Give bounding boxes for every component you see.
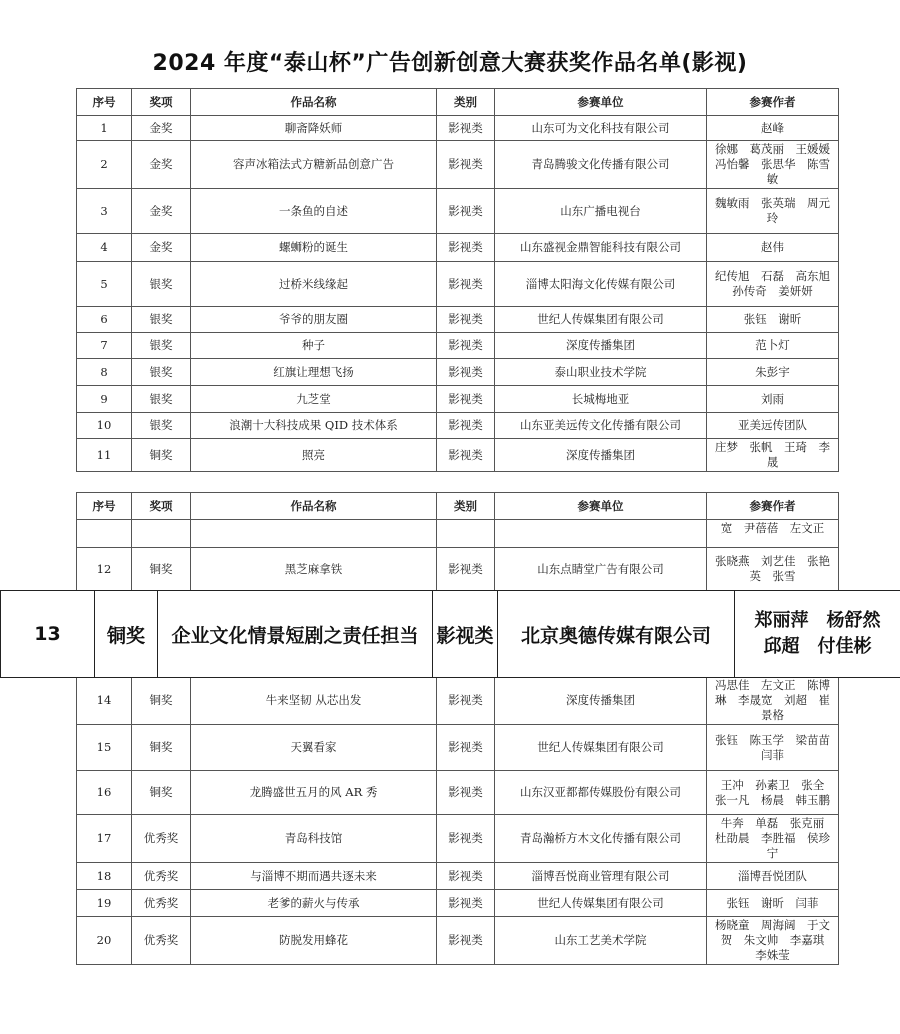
cell-unit: 青岛瀚桥方木文化传播有限公司 bbox=[495, 815, 707, 863]
table-row-continuation bbox=[77, 520, 839, 548]
cell-category: 影视类 bbox=[437, 863, 495, 890]
header-category: 类别 bbox=[437, 493, 495, 520]
cell-work: 牛来坚韧 从芯出发 bbox=[191, 677, 437, 725]
table-row bbox=[77, 863, 839, 890]
cell-award: 优秀奖 bbox=[132, 890, 191, 917]
cell-no: 9 bbox=[77, 386, 132, 413]
cell-unit: 深度传播集团 bbox=[495, 333, 707, 359]
cell-work: 老爹的薪火与传承 bbox=[191, 890, 437, 917]
cell-no: 19 bbox=[77, 890, 132, 917]
table-row bbox=[77, 386, 839, 413]
cell-category: 影视类 bbox=[437, 189, 495, 234]
cell-authors: 张钰 谢昕 闫菲 bbox=[707, 890, 839, 917]
cell-category: 影视类 bbox=[437, 677, 495, 725]
cell-award: 优秀奖 bbox=[132, 815, 191, 863]
header-no: 序号 bbox=[77, 89, 132, 116]
header-work: 作品名称 bbox=[191, 493, 437, 520]
cell-authors: 赵峰 bbox=[707, 116, 839, 141]
cell-work: 与淄博不期而遇共逐未来 bbox=[191, 863, 437, 890]
cell-award: 银奖 bbox=[132, 359, 191, 386]
cell-unit: 深度传播集团 bbox=[495, 439, 707, 472]
cell-award: 银奖 bbox=[132, 333, 191, 359]
cell-category: 影视类 bbox=[437, 359, 495, 386]
cell-award: 金奖 bbox=[132, 234, 191, 262]
cell-category: 影视类 bbox=[437, 141, 495, 189]
cell-work: 一条鱼的自述 bbox=[191, 189, 437, 234]
table-header-row bbox=[77, 493, 839, 520]
cell-authors: 杨晓童 周海阔 于文贺 朱文帅 李嘉琪 李姝莹 bbox=[707, 917, 839, 965]
cell-category: 影视类 bbox=[437, 307, 495, 333]
header-no: 序号 bbox=[77, 493, 132, 520]
cell-authors: 魏敏雨 张英瑞 周元玲 bbox=[707, 189, 839, 234]
cell-award: 铜奖 bbox=[132, 677, 191, 725]
cell-work: 青岛科技馆 bbox=[191, 815, 437, 863]
cell-unit: 山东亚美远传文化传播有限公司 bbox=[495, 413, 707, 439]
cell-award: 金奖 bbox=[132, 141, 191, 189]
table-row bbox=[77, 725, 839, 771]
cell-unit: 山东工艺美术学院 bbox=[495, 917, 707, 965]
cell-unit: 世纪人传媒集团有限公司 bbox=[495, 725, 707, 771]
cell-authors: 淄博吾悦团队 bbox=[707, 863, 839, 890]
cell-authors: 刘雨 bbox=[707, 386, 839, 413]
cell-unit: 泰山职业技术学院 bbox=[495, 359, 707, 386]
cell-award: 优秀奖 bbox=[132, 917, 191, 965]
cell-award: 铜奖 bbox=[132, 725, 191, 771]
cell-work: 黑芝麻拿铁 bbox=[191, 548, 437, 591]
cell-work: 种子 bbox=[191, 333, 437, 359]
cell-work: 照亮 bbox=[191, 439, 437, 472]
cell-no: 4 bbox=[77, 234, 132, 262]
cell-no: 12 bbox=[77, 548, 132, 591]
table-row bbox=[77, 307, 839, 333]
cell-no: 11 bbox=[77, 439, 132, 472]
cell-category: 影视类 bbox=[437, 548, 495, 591]
cell-unit: 山东可为文化科技有限公司 bbox=[495, 116, 707, 141]
table-row bbox=[77, 439, 839, 472]
cell-work: 爷爷的朋友圈 bbox=[191, 307, 437, 333]
cell-no: 17 bbox=[77, 815, 132, 863]
cell-unit: 长城梅地亚 bbox=[495, 386, 707, 413]
cell-category: 影视类 bbox=[437, 333, 495, 359]
cell-unit: 深度传播集团 bbox=[495, 677, 707, 725]
table-row bbox=[77, 359, 839, 386]
cell-authors: 王冲 孙素卫 张全 张一凡 杨晨 韩玉鹏 bbox=[707, 771, 839, 815]
table-row bbox=[77, 548, 839, 591]
header-unit: 参赛单位 bbox=[495, 89, 707, 116]
table-row bbox=[77, 917, 839, 965]
document-title: 2024 年度“泰山杯”广告创新创意大赛获奖作品名单(影视) bbox=[152, 51, 748, 76]
cell-work: 螺蛳粉的诞生 bbox=[191, 234, 437, 262]
cell-work: 龙腾盛世五月的风 AR 秀 bbox=[191, 771, 437, 815]
cell-category: 影视类 bbox=[437, 234, 495, 262]
header-category: 类别 bbox=[437, 89, 495, 116]
table-row bbox=[77, 890, 839, 917]
cell-work: 天翼看家 bbox=[191, 725, 437, 771]
cell-award: 优秀奖 bbox=[132, 863, 191, 890]
cell-work: 容声冰箱法式方糖新品创意广告 bbox=[191, 141, 437, 189]
table-row bbox=[77, 771, 839, 815]
cell-authors: 张钰 陈玉学 梁苗苗 闫菲 bbox=[707, 725, 839, 771]
table-header-row bbox=[77, 89, 839, 116]
cell-no: 5 bbox=[77, 262, 132, 307]
cell-authors: 庄梦 张帆 王琦 李晟 bbox=[707, 439, 839, 472]
header-authors: 参赛作者 bbox=[707, 493, 839, 520]
table-row bbox=[77, 413, 839, 439]
cell-no: 16 bbox=[77, 771, 132, 815]
zoom-cell-award: 铜奖 bbox=[95, 591, 158, 677]
table-row bbox=[77, 141, 839, 189]
table-row bbox=[77, 116, 839, 141]
cell-authors: 宽 尹蓓蓓 左文正 bbox=[707, 520, 839, 548]
cell-award: 银奖 bbox=[132, 307, 191, 333]
cell-no: 2 bbox=[77, 141, 132, 189]
cell-award: 金奖 bbox=[132, 116, 191, 141]
cell-award: 金奖 bbox=[132, 189, 191, 234]
cell-no: 20 bbox=[77, 917, 132, 965]
cell-no: 15 bbox=[77, 725, 132, 771]
cell-unit: 山东广播电视台 bbox=[495, 189, 707, 234]
table-row bbox=[77, 333, 839, 359]
header-authors: 参赛作者 bbox=[707, 89, 839, 116]
header-award: 奖项 bbox=[132, 89, 191, 116]
cell-no: 18 bbox=[77, 863, 132, 890]
cell-authors: 徐娜 葛茂丽 王媛媛 冯怡馨 张思华 陈雪敏 bbox=[707, 141, 839, 189]
cell-unit: 山东点睛堂广告有限公司 bbox=[495, 548, 707, 591]
cell-work: 九芝堂 bbox=[191, 386, 437, 413]
cell-award: 银奖 bbox=[132, 262, 191, 307]
cell-unit: 世纪人传媒集团有限公司 bbox=[495, 890, 707, 917]
header-award: 奖项 bbox=[132, 493, 191, 520]
cell-no: 3 bbox=[77, 189, 132, 234]
cell-category: 影视类 bbox=[437, 725, 495, 771]
cell-authors: 张晓燕 刘艺佳 张艳英 张雪 bbox=[707, 548, 839, 591]
cell-award: 铜奖 bbox=[132, 771, 191, 815]
award-table-page-1 bbox=[76, 88, 842, 472]
cell-authors: 冯思佳 左文正 陈博琳 李晟宽 刘超 崔景格 bbox=[707, 677, 839, 725]
cell-no: 1 bbox=[77, 116, 132, 141]
cell-authors: 纪传旭 石磊 高东旭 孙传奇 姜妍妍 bbox=[707, 262, 839, 307]
cell-authors: 亚美远传团队 bbox=[707, 413, 839, 439]
table-row bbox=[77, 234, 839, 262]
table-row bbox=[77, 815, 839, 863]
award-table-page-2 bbox=[76, 492, 842, 965]
zoom-cell-category: 影视类 bbox=[433, 591, 498, 677]
table-row bbox=[77, 189, 839, 234]
header-work: 作品名称 bbox=[191, 89, 437, 116]
zoom-cell-work: 企业文化情景短剧之责任担当 bbox=[158, 591, 433, 677]
cell-category: 影视类 bbox=[437, 917, 495, 965]
table-row bbox=[77, 677, 839, 725]
cell-no: 14 bbox=[77, 677, 132, 725]
cell-unit: 世纪人传媒集团有限公司 bbox=[495, 307, 707, 333]
cell-unit: 淄博吾悦商业管理有限公司 bbox=[495, 863, 707, 890]
cell-work: 过桥米线缘起 bbox=[191, 262, 437, 307]
zoom-cell-authors: 郑丽萍 杨舒然 邱超 付佳彬 bbox=[754, 610, 899, 657]
zoom-cell-no: 13 bbox=[0, 591, 95, 677]
cell-no: 8 bbox=[77, 359, 132, 386]
cell-award: 铜奖 bbox=[132, 548, 191, 591]
cell-category: 影视类 bbox=[437, 815, 495, 863]
cell-no: 10 bbox=[77, 413, 132, 439]
cell-work: 红旗让理想飞扬 bbox=[191, 359, 437, 386]
cell-authors: 赵伟 bbox=[707, 234, 839, 262]
cell-unit: 淄博太阳海文化传媒有限公司 bbox=[495, 262, 707, 307]
cell-category: 影视类 bbox=[437, 890, 495, 917]
cell-category: 影视类 bbox=[437, 439, 495, 472]
cell-authors: 朱彭宇 bbox=[707, 359, 839, 386]
cell-award: 银奖 bbox=[132, 413, 191, 439]
cell-category: 影视类 bbox=[437, 771, 495, 815]
cell-work: 浪潮十大科技成果 QID 技术体系 bbox=[191, 413, 437, 439]
cell-award: 银奖 bbox=[132, 386, 191, 413]
cell-category: 影视类 bbox=[437, 386, 495, 413]
cell-authors: 范卜灯 bbox=[707, 333, 839, 359]
header-unit: 参赛单位 bbox=[495, 493, 707, 520]
cell-category: 影视类 bbox=[437, 116, 495, 141]
cell-authors: 牛奔 单磊 张克丽 杜劭晨 李胜福 侯珍宁 bbox=[707, 815, 839, 863]
cell-no: 6 bbox=[77, 307, 132, 333]
cell-authors: 张钰 谢昕 bbox=[707, 307, 839, 333]
table-row bbox=[77, 262, 839, 307]
cell-award: 铜奖 bbox=[132, 439, 191, 472]
cell-unit: 青岛腾骏文化传播有限公司 bbox=[495, 141, 707, 189]
cell-category: 影视类 bbox=[437, 262, 495, 307]
cell-no: 7 bbox=[77, 333, 132, 359]
cell-category: 影视类 bbox=[437, 413, 495, 439]
zoom-cell-unit: 北京奥德传媒有限公司 bbox=[498, 591, 735, 677]
cell-unit: 山东盛视金鼎智能科技有限公司 bbox=[495, 234, 707, 262]
cell-unit: 山东汉亚都都传媒股份有限公司 bbox=[495, 771, 707, 815]
cell-work: 防脱发用蜂花 bbox=[191, 917, 437, 965]
highlighted-row-13 bbox=[0, 590, 900, 678]
cell-work: 聊斋降妖师 bbox=[191, 116, 437, 141]
